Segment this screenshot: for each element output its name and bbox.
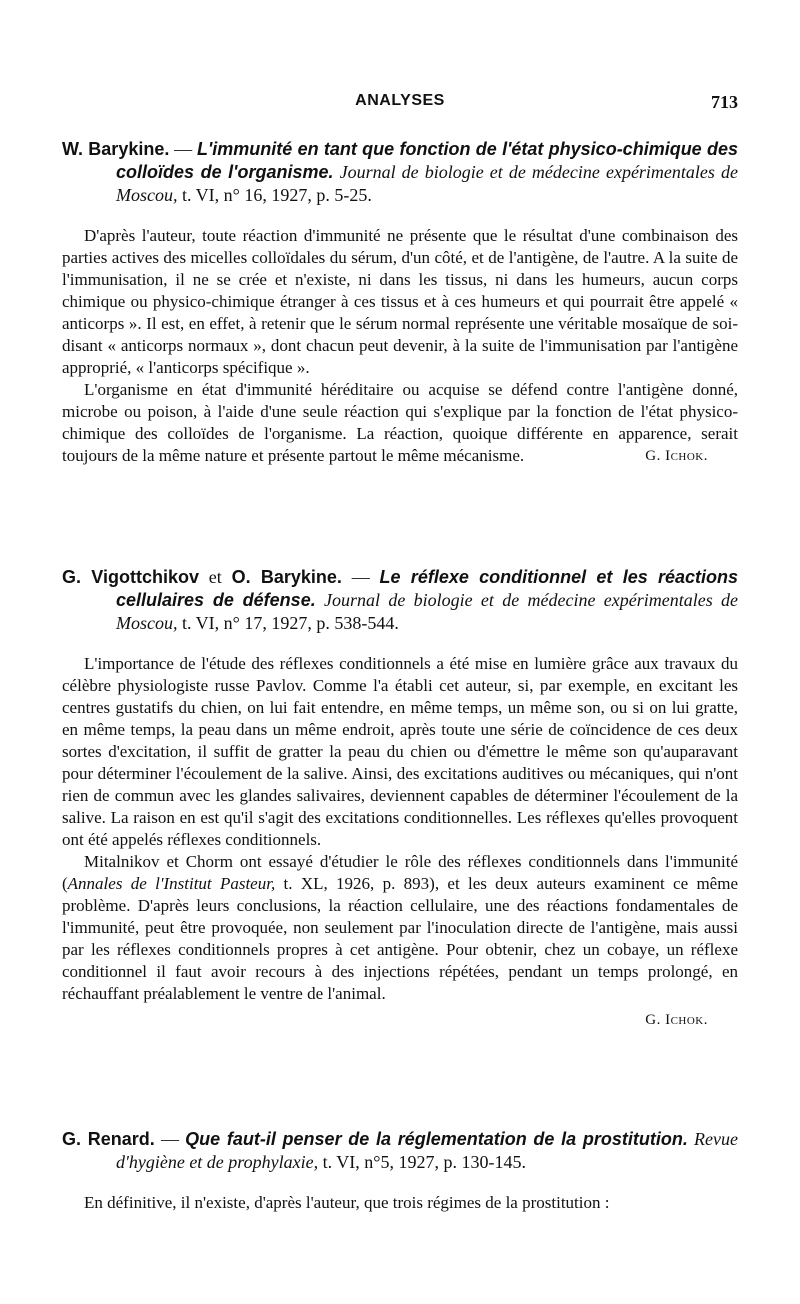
review-signature: G. Ichok. [645,1012,708,1028]
review-authors: W. Barykine. [62,139,170,159]
citation-lead-in: Mitalnikov et Chorm ont essayé d'étudier le rôle des réflexes conditionnels dans l'immunité ( [62,852,738,893]
review-heading [62,138,738,207]
heading-dash: — [160,1129,179,1149]
citation-journal: Annales de l'Institut Pasteur, [67,874,276,893]
review-paragraph: En définitive, il n'existe, d'après l'auteur, que trois régimes de la prostitution : [84,1193,610,1212]
review-paragraph: L'organisme en état d'immunité héréditaire ou acquise se défend contre l'antigène donné, microbe ou poison, à l'aide d'une seule réaction qui s'explique par la fonction de l'état physico-chimique des colloïdes de l'organisme. La réaction, quoique différente en apparence, serait toujours de la même nature et présente partout le même mécanisme. [62,380,738,465]
review-author-1: G. Vigottchikov [62,567,199,587]
review-paragraph: D'après l'auteur, toute réaction d'immunité ne présente que le résultat d'une combinaison des parties actives des micelles colloïdales du sérum, d'un côté, et de l'antigène, de l'autre. A la suite de l'immunisation, il ne se crée et n'existe, ni dans les tissus, ni dans les humeurs, aucun corps chimique ou physico-chimique étranger à ces tissus et à ces humeurs et qui pourrait être appelé « anticorps ». Il est, en effet, à retenir que le sérum normal représente une véritable mosaïque de soi-disant « anticorps normaux », dont chacun peut devenir, à la suite de l'immunisation par l'antigène approprié, « l'anticorps spécifique ». [62,226,738,377]
journal-reference: t. VI, n°5, 1927, p. 130-145. [322,1152,526,1172]
review-barykine [62,138,738,467]
article-title: Le réflexe conditionnel et les réactions cellulaires de défense. [116,567,739,610]
review-renard [62,1128,738,1214]
review-body [62,653,738,1031]
article-title: Que faut-il penser de la réglementation de la prostitution. [185,1129,688,1149]
review-heading [62,566,738,635]
journal-name: Journal de biologie et de médecine expérimentales de Moscou, [116,590,738,633]
journal-reference: t. VI, n° 16, 1927, p. 5-25. [182,185,372,205]
review-paragraph: L'importance de l'étude des réflexes conditionnels a été mise en lumière grâce aux travaux du célèbre physiologiste russe Pavlov. Comme l'a établi cet auteur, si, par exemple, en excitant les centres gustatifs du chien, on lui fait entendre, en même temps, un même son, ou si on lui gratte, en même temps, la peau dans un même endroit, après toute une série de coïncidence de ces deux sortes d'excitation, il suffit de gratter la peau du chien ou d'émettre le même son qu'auparavant pour déterminer l'écoulement de la salive. Ainsi, des excitations auditives ou mécaniques, qui n'ont rien de commun avec les glandes salivaires, deviennent capables de déterminer l'écoulement de la salive. La raison en est qu'il s'agit des excitations conditionnelles. Les réflexes qu'elles provoquent ont été appelés réflexes conditionnels. [62,654,738,849]
running-head [62,92,738,116]
review-body [62,1192,738,1214]
heading-dash: — [174,139,193,159]
review-signature: G. Ichok. [645,448,708,464]
journal-name: Revue d'hygiène et de prophylaxie, [116,1129,738,1172]
article-title: L'immunité en tant que fonction de l'état physico-chimique des colloïdes de l'organisme. [116,139,739,182]
review-vigottchikov [62,566,738,1031]
review-author-2: O. Barykine. [231,567,342,587]
heading-dash: — [351,567,370,587]
review-paragraph-with-citation [62,851,738,1005]
journal-name: Journal de biologie et de médecine expérimentales de Moscou, [116,162,738,205]
review-body [62,225,738,467]
citation-continuation: t. XL, 1926, p. 893), et les deux auteurs examinent ce même problème. D'après leurs conclusions, la réaction cellulaire, une des réactions fondamentales de l'immunité, peut être provoquée, non seulement par l'inoculation directe de l'antigène, mais aussi par les réflexes conditionnels propres à cet antigène. Pour obtenir, chez un cobaye, un réflexe conditionnel il faut avoir recours à des injections répétées, pendant un temps prolongé, en réchauffant préalablement le ventre de l'animal. [62,874,738,1003]
running-title: ANALYSES [355,92,445,109]
authors-conjunction: et [208,567,222,587]
page-number: 713 [711,92,738,112]
review-authors: G. Renard. [62,1129,155,1149]
journal-reference: t. VI, n° 17, 1927, p. 538-544. [182,613,399,633]
review-heading [62,1128,738,1174]
